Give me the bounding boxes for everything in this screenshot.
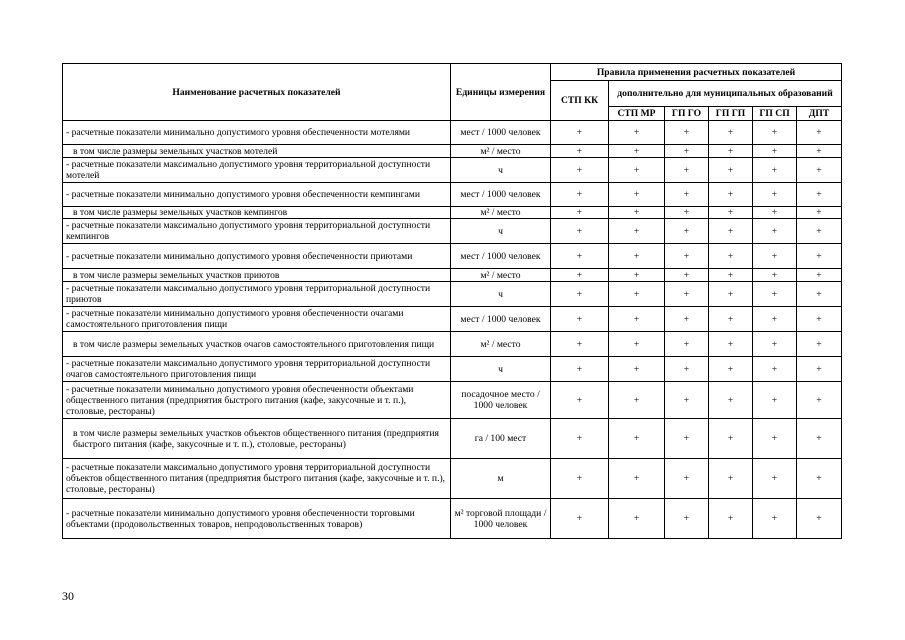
row-mark: + bbox=[551, 459, 609, 499]
row-mark: + bbox=[665, 459, 709, 499]
row-name: в том числе размеры земельных участков мотелей bbox=[63, 145, 451, 158]
row-mark: + bbox=[797, 269, 842, 282]
row-mark: + bbox=[665, 145, 709, 158]
table-row bbox=[63, 357, 842, 382]
row-mark: + bbox=[753, 207, 797, 219]
row-mark: + bbox=[609, 499, 665, 539]
table-row bbox=[63, 207, 842, 219]
row-mark: + bbox=[753, 307, 797, 332]
row-mark: + bbox=[551, 121, 609, 145]
row-name: в том числе размеры земельных участков приютов bbox=[63, 269, 451, 282]
header-stp-kk: СТП КК bbox=[551, 81, 609, 121]
row-mark: + bbox=[709, 332, 753, 357]
row-mark: + bbox=[797, 183, 842, 207]
row-mark: + bbox=[709, 145, 753, 158]
row-mark: + bbox=[551, 499, 609, 539]
row-name: в том числе размеры земельных участков объектов общественного питания (предприятия быстрого питания (кафе, закусочные и т. п.), столовые, рестораны) bbox=[63, 419, 451, 459]
row-mark: + bbox=[609, 382, 665, 419]
row-mark: + bbox=[709, 183, 753, 207]
row-mark: + bbox=[797, 459, 842, 499]
row-name: - расчетные показатели максимально допустимого уровня территориальной доступности объектов общественного питания (предприятия быстрого питания (кафе, закусочные и т. п.), столовые, рестораны) bbox=[63, 459, 451, 499]
row-unit: м bbox=[451, 459, 551, 499]
row-mark: + bbox=[665, 419, 709, 459]
row-mark: + bbox=[797, 121, 842, 145]
row-mark: + bbox=[753, 357, 797, 382]
row-mark: + bbox=[551, 269, 609, 282]
row-mark: + bbox=[797, 307, 842, 332]
table-row bbox=[63, 499, 842, 539]
table-row bbox=[63, 219, 842, 244]
header-sub-4: ДПТ bbox=[797, 107, 842, 121]
row-mark: + bbox=[665, 121, 709, 145]
row-name: - расчетные показатели максимально допустимого уровня территориальной доступности мотелей bbox=[63, 158, 451, 183]
row-mark: + bbox=[609, 121, 665, 145]
table-row bbox=[63, 158, 842, 183]
row-mark: + bbox=[709, 158, 753, 183]
table-row bbox=[63, 183, 842, 207]
row-mark: + bbox=[797, 158, 842, 183]
table-row bbox=[63, 382, 842, 419]
indicators-table bbox=[62, 63, 842, 539]
row-unit: м² / место bbox=[451, 332, 551, 357]
row-mark: + bbox=[665, 499, 709, 539]
row-mark: + bbox=[551, 145, 609, 158]
row-mark: + bbox=[665, 282, 709, 307]
row-mark: + bbox=[665, 357, 709, 382]
row-mark: + bbox=[753, 244, 797, 269]
row-mark: + bbox=[551, 357, 609, 382]
row-mark: + bbox=[797, 207, 842, 219]
row-mark: + bbox=[551, 332, 609, 357]
row-mark: + bbox=[609, 357, 665, 382]
row-name: в том числе размеры земельных участков очагов самостоятельного приготовления пищи bbox=[63, 332, 451, 357]
table-row bbox=[63, 121, 842, 145]
row-mark: + bbox=[753, 332, 797, 357]
row-unit: м² торговой площади / 1000 человек bbox=[451, 499, 551, 539]
row-mark: + bbox=[609, 307, 665, 332]
row-mark: + bbox=[665, 244, 709, 269]
row-mark: + bbox=[753, 499, 797, 539]
row-mark: + bbox=[665, 307, 709, 332]
row-mark: + bbox=[609, 183, 665, 207]
row-mark: + bbox=[709, 121, 753, 145]
row-mark: + bbox=[609, 419, 665, 459]
row-mark: + bbox=[609, 459, 665, 499]
row-mark: + bbox=[609, 244, 665, 269]
row-mark: + bbox=[551, 207, 609, 219]
row-mark: + bbox=[709, 459, 753, 499]
row-unit: посадочное место / 1000 человек bbox=[451, 382, 551, 419]
header-sub-1: ГП ГО bbox=[665, 107, 709, 121]
row-name: - расчетные показатели минимально допустимого уровня обеспеченности очагами самостоятельного приготовления пищи bbox=[63, 307, 451, 332]
row-mark: + bbox=[551, 307, 609, 332]
row-unit: мест / 1000 человек bbox=[451, 307, 551, 332]
table-row bbox=[63, 244, 842, 269]
row-mark: + bbox=[551, 219, 609, 244]
row-mark: + bbox=[665, 269, 709, 282]
row-mark: + bbox=[665, 382, 709, 419]
header-sub-2: ГП ГП bbox=[709, 107, 753, 121]
row-mark: + bbox=[709, 282, 753, 307]
row-mark: + bbox=[551, 382, 609, 419]
row-mark: + bbox=[797, 382, 842, 419]
row-mark: + bbox=[709, 269, 753, 282]
row-name: - расчетные показатели минимально допустимого уровня обеспеченности торговыми объектами (продовольственных товаров, непродовольственных товаров) bbox=[63, 499, 451, 539]
row-mark: + bbox=[797, 219, 842, 244]
table-row bbox=[63, 269, 842, 282]
header-sub-3: ГП СП bbox=[753, 107, 797, 121]
row-mark: + bbox=[797, 357, 842, 382]
table-row bbox=[63, 459, 842, 499]
row-mark: + bbox=[609, 332, 665, 357]
row-mark: + bbox=[665, 207, 709, 219]
row-unit: ч bbox=[451, 219, 551, 244]
row-mark: + bbox=[753, 219, 797, 244]
row-mark: + bbox=[797, 419, 842, 459]
row-unit: м² / место bbox=[451, 269, 551, 282]
table-row bbox=[63, 307, 842, 332]
row-name: - расчетные показатели минимально допустимого уровня обеспеченности кемпингами bbox=[63, 183, 451, 207]
table-row bbox=[63, 145, 842, 158]
row-mark: + bbox=[753, 282, 797, 307]
header-sub-0: СТП МР bbox=[609, 107, 665, 121]
table-body bbox=[63, 121, 842, 539]
row-mark: + bbox=[753, 382, 797, 419]
header-unit: Единицы измерения bbox=[451, 64, 551, 121]
row-unit: ч bbox=[451, 158, 551, 183]
row-unit: м² / место bbox=[451, 207, 551, 219]
row-name: - расчетные показатели минимально допустимого уровня обеспеченности мотелями bbox=[63, 121, 451, 145]
row-mark: + bbox=[753, 121, 797, 145]
row-mark: + bbox=[753, 158, 797, 183]
row-mark: + bbox=[665, 219, 709, 244]
row-mark: + bbox=[609, 207, 665, 219]
row-mark: + bbox=[753, 183, 797, 207]
row-name: в том числе размеры земельных участков кемпингов bbox=[63, 207, 451, 219]
row-mark: + bbox=[665, 332, 709, 357]
row-name: - расчетные показатели максимально допустимого уровня территориальной доступности очагов самостоятельного приготовления пищи bbox=[63, 357, 451, 382]
row-mark: + bbox=[609, 219, 665, 244]
row-mark: + bbox=[797, 282, 842, 307]
row-unit: мест / 1000 человек bbox=[451, 121, 551, 145]
row-mark: + bbox=[797, 244, 842, 269]
row-mark: + bbox=[709, 499, 753, 539]
row-unit: м² / место bbox=[451, 145, 551, 158]
row-unit: ч bbox=[451, 282, 551, 307]
row-mark: + bbox=[609, 282, 665, 307]
row-mark: + bbox=[797, 499, 842, 539]
row-mark: + bbox=[709, 307, 753, 332]
row-unit: мест / 1000 человек bbox=[451, 183, 551, 207]
row-mark: + bbox=[665, 158, 709, 183]
row-unit: ч bbox=[451, 357, 551, 382]
row-name: - расчетные показатели минимально допустимого уровня обеспеченности приютами bbox=[63, 244, 451, 269]
header-extra: дополнительно для муниципальных образований bbox=[609, 81, 842, 107]
row-mark: + bbox=[753, 269, 797, 282]
row-mark: + bbox=[709, 207, 753, 219]
row-mark: + bbox=[709, 219, 753, 244]
row-mark: + bbox=[551, 282, 609, 307]
row-mark: + bbox=[709, 357, 753, 382]
row-mark: + bbox=[551, 244, 609, 269]
row-mark: + bbox=[753, 459, 797, 499]
row-mark: + bbox=[551, 419, 609, 459]
row-unit: мест / 1000 человек bbox=[451, 244, 551, 269]
row-name: - расчетные показатели максимально допустимого уровня территориальной доступности кемпингов bbox=[63, 219, 451, 244]
table-row bbox=[63, 282, 842, 307]
table-row bbox=[63, 419, 842, 459]
row-mark: + bbox=[709, 244, 753, 269]
row-mark: + bbox=[551, 183, 609, 207]
row-unit: га / 100 мест bbox=[451, 419, 551, 459]
row-mark: + bbox=[609, 269, 665, 282]
row-name: - расчетные показатели максимально допустимого уровня территориальной доступности приютов bbox=[63, 282, 451, 307]
row-mark: + bbox=[665, 183, 709, 207]
row-mark: + bbox=[551, 158, 609, 183]
table-row bbox=[63, 332, 842, 357]
header-rules: Правила применения расчетных показателей bbox=[551, 64, 842, 81]
row-mark: + bbox=[709, 419, 753, 459]
row-mark: + bbox=[753, 145, 797, 158]
row-mark: + bbox=[797, 145, 842, 158]
row-mark: + bbox=[709, 382, 753, 419]
row-mark: + bbox=[797, 332, 842, 357]
row-name: - расчетные показатели минимально допустимого уровня обеспеченности объектами общественного питания (предприятия быстрого питания (кафе, закусочные и т. п.), столовые, рестораны) bbox=[63, 382, 451, 419]
page-number: 30 bbox=[62, 589, 74, 603]
row-mark: + bbox=[753, 419, 797, 459]
row-mark: + bbox=[609, 145, 665, 158]
row-mark: + bbox=[609, 158, 665, 183]
header-name: Наименование расчетных показателей bbox=[63, 64, 451, 121]
